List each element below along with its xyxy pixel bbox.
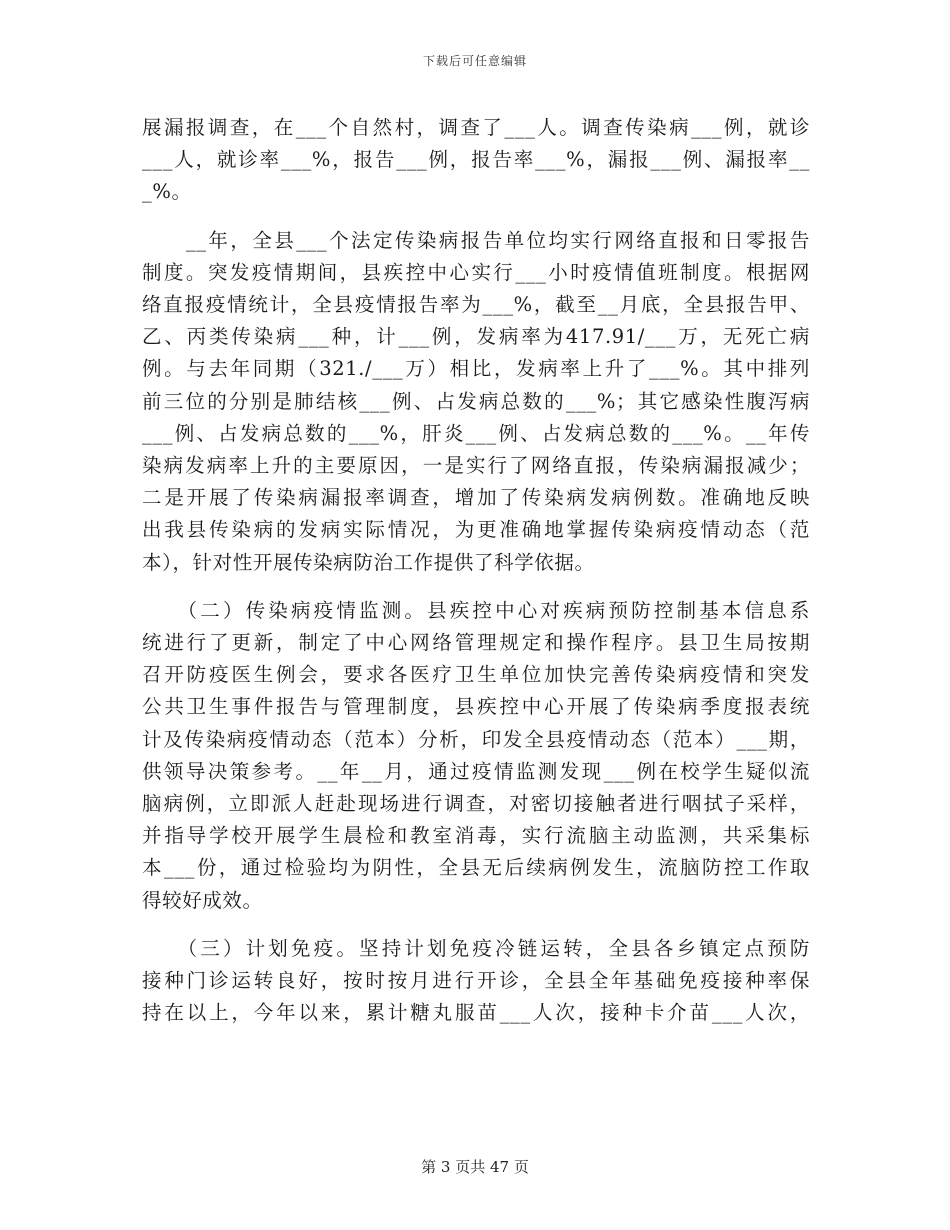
document-body (142, 112, 810, 1029)
text-line: 制度。突发疫情期间，县疾控中心实行___小时疫情值班制度。根据网 (142, 260, 810, 284)
paragraph-gap (142, 917, 810, 933)
text-line: _%。 (142, 180, 192, 204)
text-line: 出我县传染病的发病实际情况，为更准确地掌握传染病疫情动态（范 (142, 518, 810, 542)
paragraph-immunization-plan (142, 933, 810, 1030)
text-line: 并指导学校开展学生晨检和教室消毒，实行流脑主动监测，共采集标 (142, 824, 810, 848)
text-line: 染病发病率上升的主要原因，一是实行了网络直报，传染病漏报减少； (142, 454, 810, 478)
text-line: 前三位的分别是肺结核___例、占发病总数的___%；其它感染性腹泻病 (142, 389, 810, 413)
text-line: 公共卫生事件报告与管理制度，县疾控中心开展了传染病季度报表统 (142, 695, 810, 719)
text-line: 得较好成效。 (142, 888, 263, 912)
text-line: （三）计划免疫。坚持计划免疫冷链运转，全县各乡镇定点预防 (142, 936, 810, 960)
text-line: 本___份，通过检验均为阴性，全县无后续病例发生，流脑防控工作取 (142, 856, 810, 880)
text-line: （二）传染病疫情监测。县疾控中心对疾病预防控制基本信息系 (142, 598, 810, 622)
text-line: 例。与去年同期（321./___万）相比，发病率上升了___%。其中排列 (142, 357, 810, 381)
text-line: 持在以上，今年以来，累计糖丸服苗___人次，接种卡介苗___人次， (142, 1001, 810, 1025)
text-line: ___人，就诊率___%，报告___例，报告率___%，漏报___例、漏报率__ (142, 148, 810, 172)
text-line: 供领导决策参考。__年__月，通过疫情监测发现___例在校学生疑似流 (142, 759, 810, 783)
text-line: 接种门诊运转良好，按时按月进行开诊，全县全年基础免疫接种率保 (142, 969, 810, 993)
text-line: 计及传染病疫情动态（范本）分析，印发全县疫情动态（范本）___期， (142, 727, 810, 751)
text-line: __年，全县___个法定传染病报告单位均实行网络直报和日零报告 (142, 228, 810, 252)
text-line: 本），针对性开展传染病防治工作提供了科学依据。 (142, 550, 595, 574)
page-number-footer: 第 3 页共 47 页 (421, 1158, 529, 1176)
paragraph-epidemic-monitoring (142, 595, 810, 917)
paragraph-survey-summary (142, 112, 810, 209)
paragraph-network-reporting (142, 225, 810, 579)
text-line: 展漏报调查，在___个自然村，调查了___人。调查传染病___例，就诊 (142, 116, 810, 139)
text-line: 召开防疫医生例会，要求各医疗卫生单位加快完善传染病疫情和突发 (142, 663, 810, 687)
paragraph-gap (142, 209, 810, 225)
text-line: 乙、丙类传染病___种，计___例，发病率为417.91/___万，无死亡病 (142, 325, 810, 349)
text-line: 统进行了更新，制定了中心网络管理规定和操作程序。县卫生局按期 (142, 631, 810, 655)
text-line: 络直报疫情统计，全县疫情报告率为___%，截至__月底，全县报告甲、 (142, 293, 810, 317)
paragraph-gap (142, 579, 810, 595)
text-line: 脑病例，立即派人赶赴现场进行调查，对密切接触者进行咽拭子采样， (142, 792, 810, 816)
page-header-note: 下载后可任意编辑 (422, 54, 527, 68)
text-line: 二是开展了传染病漏报率调查，增加了传染病发病例数。准确地反映 (142, 486, 810, 510)
text-line: ___例、占发病总数的___%，肝炎___例、占发病总数的___%。__年传 (142, 421, 810, 445)
